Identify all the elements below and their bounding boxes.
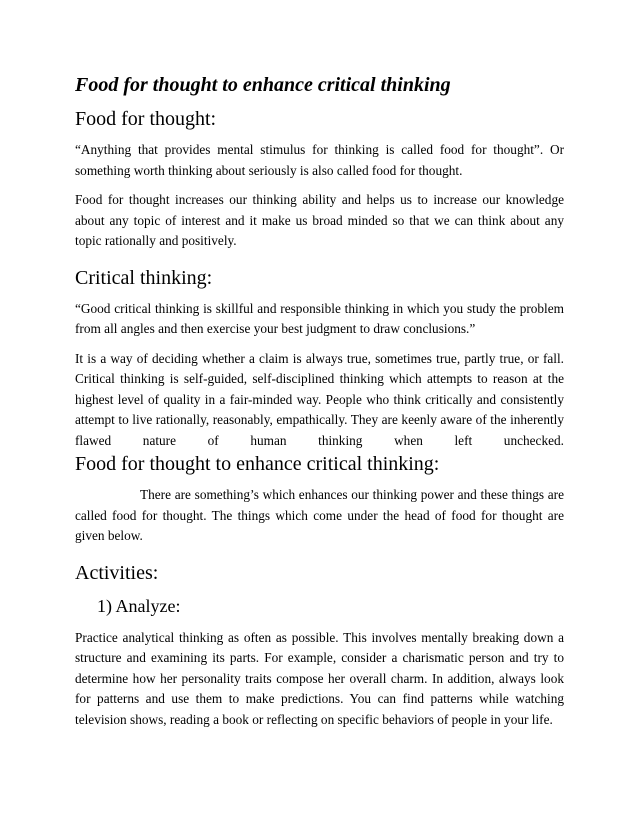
- paragraph-analyze: Practice analytical thinking as often as possible. This involves mentally breaking down a structure and examining its parts. For example, consider a charismatic person and try to determine how her personality traits compose her overall charm. In addition, always look for patterns and use them to make predictions. You can find patterns while watching television shows, reading a book or reflecting on specific behaviors of people in your life.: [75, 629, 564, 727]
- paragraph-critical-explanation: It is a way of deciding whether a claim is always true, sometimes true, partly true, or fall. Critical thinking is self-guided, self-disciplined thinking which attempts to reason at the highest level of quality in a fair-minded way. People who think critically and consistently attempt to live rationally, reasonably, empathically. They are keenly aware of the inherently flawed nature of human thinking when left unchecked.: [75, 350, 564, 448]
- heading-activities: Activities:: [75, 561, 159, 584]
- heading-enhance-critical-thinking: Food for thought to enhance critical thinking:: [75, 453, 440, 475]
- document-title: Food for thought to enhance critical thinking: [75, 74, 451, 96]
- paragraph-food-benefits: Food for thought increases our thinking ability and helps us to increase our knowledge about any topic of interest and it make us broad minded so that we can think about any topic rationally and positively.: [75, 192, 564, 248]
- heading-food-for-thought: Food for thought:: [75, 108, 217, 130]
- paragraph-critical-definition: “Good critical thinking is skillful and responsible thinking in which you study the problem from all angles and then exercise your best judgment to draw conclusions.”: [75, 300, 564, 336]
- paragraph-food-definition: “Anything that provides mental stimulus for thinking is called food for thought”. Or something worth thinking about seriously is also called food for thought.: [75, 142, 564, 178]
- document-page: [75, 70, 564, 739]
- paragraph-enhance-intro: There are something’s which enhances our thinking power and these things are called food for thought. The things which come under the head of food for thought are given below.: [75, 487, 564, 543]
- heading-critical-thinking: Critical thinking:: [75, 266, 213, 289]
- heading-analyze: 1) Analyze:: [97, 595, 181, 616]
